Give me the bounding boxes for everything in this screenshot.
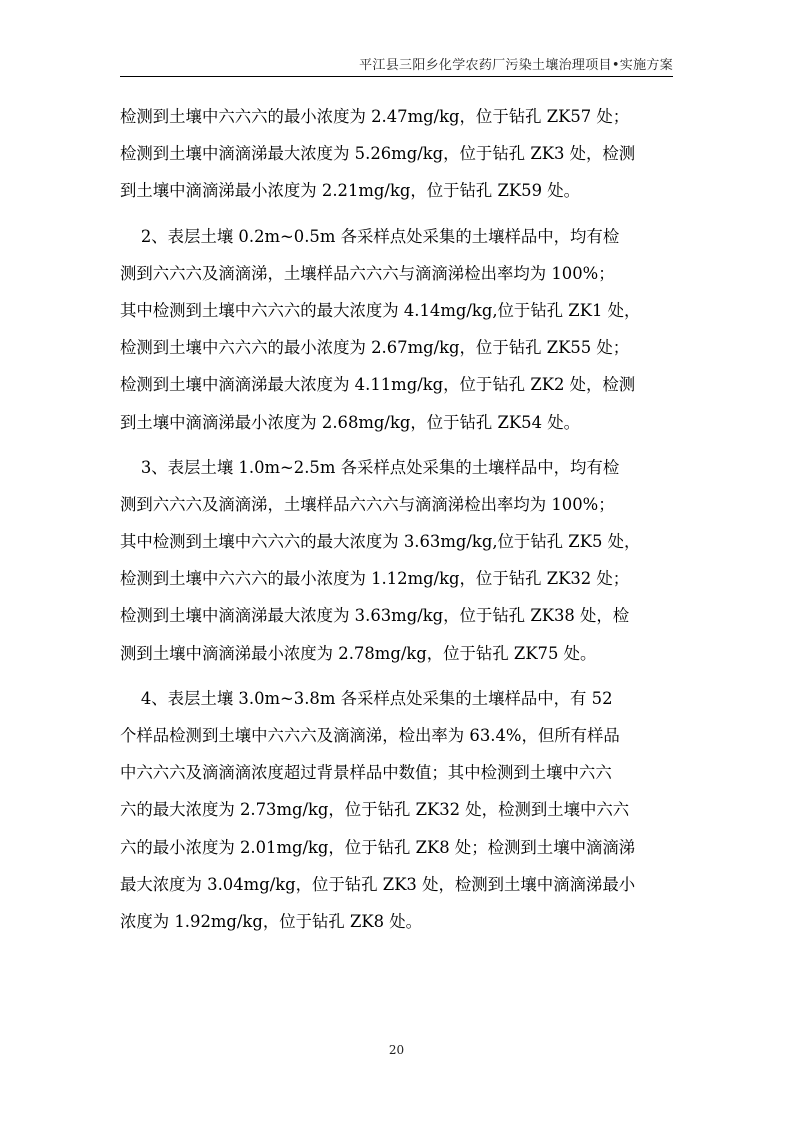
text-line: 浓度为 1.92mg/kg，位于钻孔 ZK8 处。	[120, 911, 423, 931]
text-line: 检测到土壤中六六六的最小浓度为 2.67mg/kg，位于钻孔 ZK55 处；	[120, 338, 630, 358]
text-line: 其中检测到土壤中六六六的最大浓度为 4.14mg/kg,位于钻孔 ZK1 处，	[120, 300, 641, 320]
header-title: 平江县三阳乡化学农药厂污染土壤治理项目•实施方案	[359, 58, 673, 73]
text-line: 最大浓度为 3.04mg/kg，位于钻孔 ZK3 处，检测到土壤中滴滴涕最小	[120, 874, 636, 894]
document-body	[120, 98, 673, 940]
page-header	[120, 54, 673, 73]
text-line: 中六六六及滴滴滴浓度超过背景样品中数值；其中检测到土壤中六六	[120, 763, 612, 783]
text-line: 检测到土壤中六六六的最小浓度为 1.12mg/kg，位于钻孔 ZK32 处；	[120, 569, 630, 589]
text-line: 其中检测到土壤中六六六的最大浓度为 3.63mg/kg,位于钻孔 ZK5 处，	[120, 532, 641, 552]
header-divider	[120, 76, 673, 77]
paragraph-3	[120, 449, 673, 672]
page-number: 20	[388, 1043, 405, 1057]
text-line: 测到六六六及滴滴涕，土壤样品六六六与滴滴涕检出率均为 100%；	[120, 494, 615, 514]
text-line: 检测到土壤中滴滴涕最大浓度为 5.26mg/kg，位于钻孔 ZK3 处，检测	[120, 144, 636, 164]
text-line: 测到土壤中滴滴涕最小浓度为 2.78mg/kg，位于钻孔 ZK75 处。	[120, 643, 597, 663]
text-line: 到土壤中滴滴涕最小浓度为 2.68mg/kg，位于钻孔 ZK54 处。	[120, 412, 581, 432]
text-line: 2、表层土壤 0.2m~0.5m 各采样点处采集的土壤样品中，均有检	[120, 226, 620, 246]
text-line: 测到六六六及滴滴涕，土壤样品六六六与滴滴涕检出率均为 100%；	[120, 263, 615, 283]
text-line: 3、表层土壤 1.0m~2.5m 各采样点处采集的土壤样品中，均有检	[120, 457, 620, 477]
text-line: 检测到土壤中滴滴涕最大浓度为 3.63mg/kg，位于钻孔 ZK38 处，检	[120, 606, 630, 626]
text-line: 到土壤中滴滴涕最小浓度为 2.21mg/kg，位于钻孔 ZK59 处。	[120, 181, 581, 201]
text-line: 检测到土壤中六六六的最小浓度为 2.47mg/kg，位于钻孔 ZK57 处；	[120, 107, 630, 126]
text-line: 检测到土壤中滴滴涕最大浓度为 4.11mg/kg，位于钻孔 ZK2 处，检测	[120, 375, 636, 395]
text-line: 六的最大浓度为 2.73mg/kg，位于钻孔 ZK32 处，检测到土壤中六六	[120, 800, 630, 820]
paragraph-1	[120, 98, 673, 210]
text-line: 个样品检测到土壤中六六六及滴滴涕，检出率为 63.4%，但所有样品	[120, 726, 620, 745]
paragraph-4	[120, 680, 673, 940]
text-line: 4、表层土壤 3.0m~3.8m 各采样点处采集的土壤样品中，有 52	[120, 688, 613, 708]
text-line: 六的最小浓度为 2.01mg/kg，位于钻孔 ZK8 处；检测到土壤中滴滴涕	[120, 837, 636, 857]
paragraph-2	[120, 218, 673, 441]
